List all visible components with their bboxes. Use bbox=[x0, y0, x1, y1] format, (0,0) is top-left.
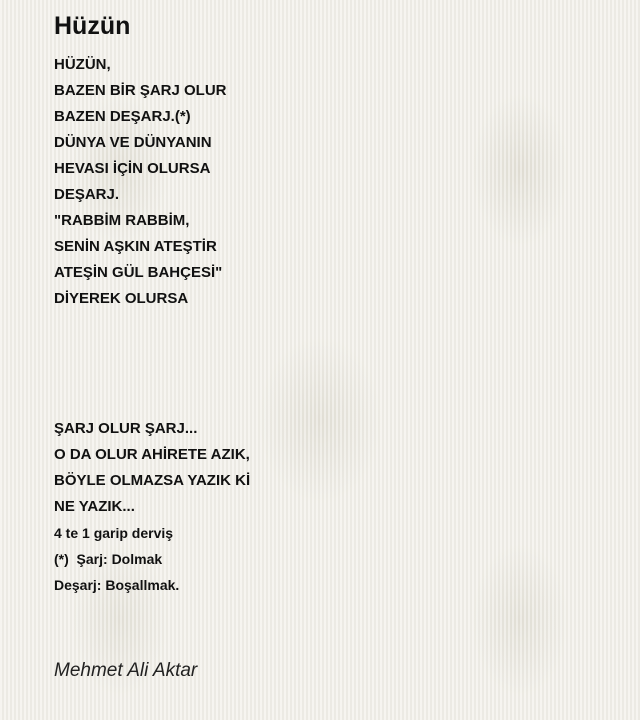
poem-note: 4 te 1 garip derviş bbox=[54, 525, 174, 541]
poem-body bbox=[54, 52, 250, 598]
poem-title: Hüzün bbox=[54, 12, 131, 40]
poem-line: HÜZÜN, bbox=[54, 56, 111, 73]
poem-line: "RABBİM RABBİM, bbox=[54, 212, 190, 229]
poem-line: HEVASI İÇİN OLURSA bbox=[54, 160, 211, 177]
poem-line: NE YAZIK... bbox=[54, 498, 135, 515]
poem-line: DİYEREK OLURSA bbox=[54, 290, 189, 307]
poem-line: BAZEN BİR ŞARJ OLUR bbox=[54, 82, 227, 99]
poem-line: BAZEN DEŞARJ.(*) bbox=[54, 108, 191, 125]
poem-line: BÖYLE OLMAZSA YAZIK Kİ bbox=[54, 472, 251, 489]
poem-note: (*) Şarj: Dolmak bbox=[54, 551, 163, 567]
poem-note: Deşarj: Boşallmak. bbox=[54, 577, 180, 593]
poem-line: ŞARJ OLUR ŞARJ... bbox=[54, 420, 198, 437]
poem-author: Mehmet Ali Aktar bbox=[54, 660, 198, 681]
poem-line: O DA OLUR AHİRETE AZIK, bbox=[54, 446, 250, 463]
poem-line: ATEŞİN GÜL BAHÇESİ" bbox=[54, 264, 223, 281]
poem-line: DÜNYA VE DÜNYANIN bbox=[54, 134, 212, 151]
stanza-gap bbox=[54, 312, 250, 416]
poem-line: DEŞARJ. bbox=[54, 186, 120, 203]
poem-line: SENİN AŞKIN ATEŞTİR bbox=[54, 238, 217, 255]
